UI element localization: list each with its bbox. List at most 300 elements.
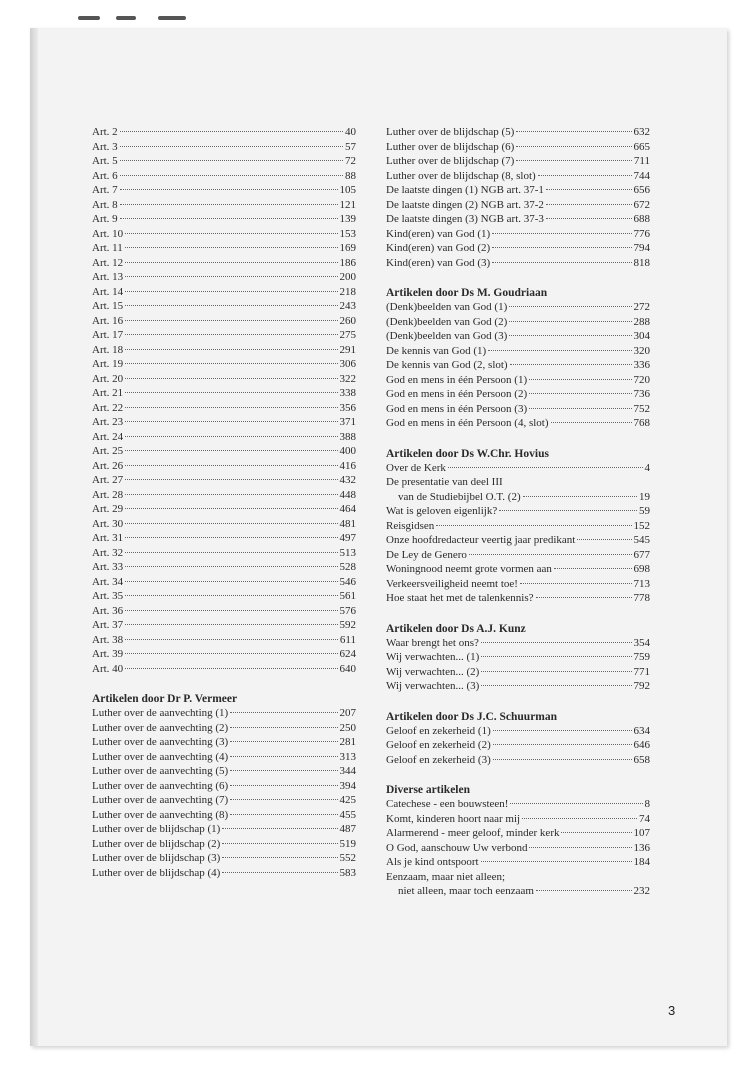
entry-title: Luther over de blijdschap (6) [386, 140, 515, 153]
dot-leader [230, 712, 337, 713]
index-entry [386, 842, 650, 857]
entry-title: (Denk)beelden van God (2) [386, 315, 508, 328]
dot-leader [230, 770, 337, 771]
entry-page-number: 720 [633, 373, 650, 386]
entry-page-number: 711 [633, 155, 650, 167]
section-heading: Artikelen door Ds J.C. Schuurman [386, 710, 558, 723]
dot-leader [125, 378, 337, 379]
entry-page-number: 40 [345, 126, 356, 138]
index-entry [386, 856, 650, 871]
index-entry [92, 271, 356, 286]
dot-leader [125, 363, 337, 364]
index-entry [92, 765, 356, 780]
index-entry [92, 474, 356, 489]
entry-title: Hoe staat het met de talenkennis? [386, 592, 534, 604]
entry-page-number: 759 [633, 651, 650, 663]
index-entry [92, 794, 356, 809]
index-entry [92, 867, 356, 882]
entry-title: Art. 24 [92, 430, 124, 443]
index-entry [386, 637, 650, 652]
entry-page-number: 243 [339, 300, 356, 312]
entry-page-number: 481 [339, 517, 356, 530]
entry-title: niet alleen, maar toch eenzaam [398, 885, 534, 897]
entry-title: Art. 5 [92, 155, 118, 167]
entry-title: God en mens in één Persoon (2) [386, 388, 528, 400]
dot-leader [120, 131, 343, 132]
entry-title: God en mens in één Persoon (4, slot) [386, 417, 549, 429]
dot-leader [125, 334, 337, 335]
entry-title: Luther over de blijdschap (4) [92, 866, 221, 879]
entry-page-number: 688 [633, 213, 650, 225]
dot-leader [492, 233, 631, 234]
dot-leader [520, 583, 632, 584]
entry-title: Luther over de aanvechting (4) [92, 750, 229, 763]
entry-page-number: 611 [339, 633, 356, 646]
entry-title: Woningnood neemt grote vormen aan [386, 563, 552, 575]
entry-title: O God, aanschouw Uw verbond [386, 841, 528, 854]
entry-page-number: 72 [345, 155, 356, 167]
entry-title: Luther over de aanvechting (3) [92, 736, 229, 748]
index-entry [92, 300, 356, 315]
top-edge-mark [78, 16, 100, 20]
entry-title: (Denk)beelden van God (3) [386, 330, 508, 342]
entry-title: Art. 33 [92, 561, 124, 573]
index-entry [92, 257, 356, 272]
entry-page-number: 272 [633, 301, 650, 313]
entry-title: Luther over de aanvechting (1) [92, 707, 229, 719]
index-entry [386, 520, 650, 535]
entry-page-number: 169 [339, 242, 356, 254]
index-entry [386, 228, 650, 243]
index-entry [386, 476, 650, 491]
entry-title: Luther over de blijdschap (1) [92, 823, 221, 835]
entry-title: De Ley de Genero [386, 548, 467, 561]
entry-title: Luther over de blijdschap (7) [386, 155, 515, 167]
dot-leader [510, 364, 632, 365]
dot-leader [120, 175, 343, 176]
dot-leader [510, 803, 642, 804]
entry-title: God en mens in één Persoon (3) [386, 402, 528, 415]
entry-title: Geloof en zekerheid (1) [386, 724, 491, 737]
entry-page-number: 677 [633, 548, 650, 561]
entry-title: Art. 25 [92, 445, 124, 457]
dot-leader [546, 204, 632, 205]
index-entry [92, 228, 356, 243]
entry-title: Art. 8 [92, 198, 118, 211]
index-entry [92, 170, 356, 185]
index-entry [92, 315, 356, 330]
entry-title: Over de Kerk [386, 461, 446, 474]
dot-leader [554, 568, 632, 569]
entry-page-number: 136 [633, 841, 650, 854]
entry-title: Wat is geloven eigenlijk? [386, 505, 498, 517]
dot-leader [546, 189, 632, 190]
dot-leader [125, 610, 337, 611]
entry-title: Art. 23 [92, 416, 124, 428]
index-entry [92, 823, 356, 838]
dot-leader [493, 730, 632, 731]
entry-title: Art. 20 [92, 372, 124, 385]
entry-title: Art. 9 [92, 213, 118, 225]
top-edge-mark [158, 16, 186, 20]
index-entry [386, 462, 650, 477]
index-entry [386, 754, 650, 769]
dot-leader [536, 597, 632, 598]
entry-page-number: 306 [339, 358, 356, 370]
index-entry [386, 491, 650, 506]
entry-page-number: 776 [633, 227, 650, 240]
index-entry [386, 126, 650, 141]
entry-page-number: 57 [345, 140, 356, 153]
entry-title: Als je kind ontspoort [386, 856, 479, 868]
entry-title: Verkeersveiligheid neemt toe! [386, 577, 518, 590]
dot-leader [522, 818, 637, 819]
entry-page-number: 322 [339, 372, 356, 385]
dot-leader [125, 581, 337, 582]
dot-leader [125, 624, 337, 625]
index-entry [92, 547, 356, 562]
index-entry [92, 722, 356, 737]
section-heading: Artikelen door Dr P. Vermeer [92, 693, 238, 705]
index-entry [386, 739, 650, 754]
entry-title: Luther over de aanvechting (2) [92, 721, 229, 734]
entry-page-number: 768 [633, 417, 650, 429]
section-spacer [386, 432, 650, 447]
dot-leader [546, 218, 632, 219]
index-entry [92, 736, 356, 751]
entry-title: Art. 3 [92, 140, 118, 153]
index-entry [92, 780, 356, 795]
index-entry [92, 373, 356, 388]
entry-page-number: 313 [339, 750, 356, 763]
entry-page-number: 713 [633, 577, 650, 590]
index-entry [92, 141, 356, 156]
index-entry [386, 563, 650, 578]
entry-title: God en mens in één Persoon (1) [386, 373, 528, 386]
entry-page-number: 354 [633, 636, 650, 649]
entry-page-number: 416 [339, 459, 356, 472]
index-entry [386, 578, 650, 593]
entry-page-number: 344 [339, 765, 356, 777]
dot-leader [125, 233, 337, 234]
index-entry [386, 666, 650, 681]
dot-leader [230, 814, 337, 815]
entry-title: Art. 2 [92, 126, 118, 138]
index-entry [386, 417, 650, 432]
dot-leader [529, 408, 631, 409]
entry-page-number: 561 [339, 590, 356, 602]
entry-title: Art. 28 [92, 488, 124, 501]
entry-title: Art. 26 [92, 459, 124, 472]
index-entry [92, 751, 356, 766]
dot-leader [125, 262, 337, 263]
section-heading: Artikelen door Ds M. Goudriaan [386, 287, 548, 299]
index-entry [92, 518, 356, 533]
entry-page-number: 646 [633, 739, 650, 751]
entry-page-number: 121 [339, 198, 356, 211]
entry-page-number: 291 [339, 343, 356, 356]
dot-leader [561, 832, 631, 833]
entry-title: Wij verwachten... (2) [386, 665, 480, 678]
entry-page-number: 698 [633, 563, 650, 575]
top-edge-mark [116, 16, 136, 20]
dot-leader [492, 262, 631, 263]
entry-page-number: 139 [339, 213, 356, 225]
index-entry [386, 316, 650, 331]
entry-title: Art. 11 [92, 242, 123, 254]
dot-leader [125, 494, 337, 495]
index-entry [386, 170, 650, 185]
entry-page-number: 792 [633, 680, 650, 692]
dot-leader [488, 350, 631, 351]
index-entry [386, 885, 650, 900]
entry-title: De presentatie van deel III [386, 476, 503, 488]
dot-leader [125, 305, 337, 306]
entry-page-number: 356 [339, 401, 356, 414]
entry-title: Art. 30 [92, 517, 124, 530]
index-entry [92, 590, 356, 605]
entry-page-number: 320 [633, 344, 650, 357]
dot-leader [230, 727, 337, 728]
entry-page-number: 19 [639, 490, 650, 503]
entry-title: De kennis van God (2, slot) [386, 359, 508, 371]
dot-leader [493, 759, 632, 760]
entry-page-number: 250 [339, 721, 356, 734]
entry-page-number: 455 [339, 808, 356, 821]
entry-page-number: 153 [339, 227, 356, 240]
entry-title: Art. 14 [92, 285, 124, 298]
entry-title: Art. 18 [92, 343, 124, 356]
entry-page-number: 818 [633, 256, 650, 269]
index-entry [386, 651, 650, 666]
index-entry [386, 301, 650, 316]
entry-title: Geloof en zekerheid (2) [386, 739, 491, 751]
section-heading: Diverse artikelen [386, 784, 470, 796]
entry-page-number: 371 [339, 416, 356, 428]
entry-page-number: 432 [339, 474, 356, 486]
dot-leader [125, 566, 337, 567]
entry-title: Onze hoofdredacteur veertig jaar predikant [386, 534, 576, 546]
dot-leader [222, 828, 337, 829]
index-entry [92, 213, 356, 228]
index-entry [92, 619, 356, 634]
entry-page-number: 338 [339, 387, 356, 399]
entry-page-number: 744 [633, 169, 650, 182]
index-entry [92, 707, 356, 722]
index-entry [92, 561, 356, 576]
index-entry [92, 852, 356, 867]
index-entry [92, 445, 356, 460]
entry-page-number: 260 [339, 314, 356, 327]
entry-title: De laatste dingen (1) NGB art. 37-1 [386, 184, 544, 196]
index-entry [92, 809, 356, 824]
entry-page-number: 497 [339, 532, 356, 544]
entry-title: Art. 16 [92, 314, 124, 327]
entry-page-number: 528 [339, 561, 356, 573]
entry-title: Art. 34 [92, 575, 124, 588]
section-heading: Artikelen door Ds W.Chr. Hovius [386, 447, 549, 460]
entry-title: Geloof en zekerheid (3) [386, 753, 491, 766]
entry-page-number: 152 [633, 519, 650, 532]
dot-leader [536, 890, 632, 891]
entry-title: van de Studiebijbel O.T. (2) [398, 490, 521, 503]
section-spacer [386, 271, 650, 286]
dot-leader [516, 131, 631, 132]
entry-page-number: 336 [633, 359, 650, 371]
section-spacer [92, 677, 356, 692]
index-column-right [386, 126, 650, 900]
entry-title: Art. 32 [92, 546, 124, 559]
index-entry [386, 592, 650, 607]
dot-leader [448, 467, 643, 468]
entry-title: Art. 17 [92, 329, 124, 341]
entry-page-number: 4 [644, 461, 650, 474]
index-entry [386, 345, 650, 360]
entry-page-number: 207 [339, 707, 356, 719]
entry-title: Wij verwachten... (1) [386, 651, 480, 663]
dot-leader [222, 857, 337, 858]
page-binding-edge [30, 28, 38, 1046]
entry-title: Kind(eren) van God (2) [386, 242, 491, 254]
entry-page-number: 634 [633, 724, 650, 737]
dot-leader [509, 335, 631, 336]
index-entry [386, 798, 650, 813]
index-entry [92, 126, 356, 141]
dot-leader [125, 523, 337, 524]
index-entry [92, 431, 356, 446]
dot-leader [509, 321, 631, 322]
dot-leader [516, 160, 632, 161]
section-spacer [386, 607, 650, 622]
dot-leader [125, 276, 337, 277]
entry-title: Art. 29 [92, 503, 124, 515]
entry-title: Eenzaam, maar niet alleen; [386, 870, 506, 883]
index-entry [386, 827, 650, 842]
dot-leader [125, 349, 337, 350]
index-entry [92, 387, 356, 402]
index-entry [386, 813, 650, 828]
index-entry [386, 199, 650, 214]
entry-title: Wij verwachten... (3) [386, 680, 480, 692]
entry-title: Kind(eren) van God (3) [386, 256, 491, 269]
index-entry [386, 141, 650, 156]
entry-page-number: 665 [633, 140, 650, 153]
entry-page-number: 576 [339, 604, 356, 617]
section-spacer [386, 768, 650, 783]
dot-leader [230, 785, 337, 786]
entry-title: De laatste dingen (2) NGB art. 37-2 [386, 198, 544, 211]
entry-page-number: 288 [633, 315, 650, 328]
entry-title: Waar brengt het ons? [386, 636, 479, 649]
entry-page-number: 464 [339, 503, 356, 515]
entry-title: Art. 6 [92, 169, 118, 182]
dot-leader [529, 847, 631, 848]
index-entry [92, 648, 356, 663]
dot-leader [499, 510, 637, 511]
index-entry [92, 489, 356, 504]
entry-title: Art. 21 [92, 387, 124, 399]
dot-leader [529, 379, 631, 380]
index-entry [386, 388, 650, 403]
entry-page-number: 658 [633, 753, 650, 766]
entry-page-number: 184 [633, 856, 650, 868]
index-entry [386, 725, 650, 740]
entry-page-number: 752 [633, 402, 650, 415]
entry-title: Luther over de aanvechting (5) [92, 765, 229, 777]
dot-leader [509, 306, 631, 307]
entry-title: Art. 27 [92, 474, 124, 486]
entry-page-number: 8 [644, 798, 650, 810]
index-entry [386, 534, 650, 549]
section-heading: Artikelen door Ds A.J. Kunz [386, 622, 526, 635]
index-entry [92, 402, 356, 417]
dot-leader [481, 671, 631, 672]
index-column-left [92, 126, 356, 881]
dot-leader [551, 422, 632, 423]
index-entry [386, 505, 650, 520]
entry-title: Luther over de blijdschap (3) [92, 852, 221, 864]
entry-page-number: 552 [339, 852, 356, 864]
dot-leader [120, 146, 343, 147]
dot-leader [125, 668, 337, 669]
entry-page-number: 656 [633, 184, 650, 196]
entry-title: Art. 22 [92, 401, 124, 414]
index-entry [92, 184, 356, 199]
dot-leader [469, 554, 632, 555]
entry-page-number: 519 [339, 837, 356, 850]
entry-page-number: 448 [339, 488, 356, 501]
entry-page-number: 59 [639, 505, 650, 517]
index-entry [92, 634, 356, 649]
index-entry [92, 503, 356, 518]
index-entry [386, 155, 650, 170]
index-entry [92, 242, 356, 257]
entry-page-number: 592 [339, 619, 356, 631]
dot-leader [529, 393, 631, 394]
index-entry [386, 330, 650, 345]
entry-title: Art. 38 [92, 633, 124, 646]
dot-leader [481, 685, 631, 686]
entry-title: Art. 15 [92, 300, 124, 312]
entry-title: Kind(eren) van God (1) [386, 227, 491, 240]
entry-title: Luther over de blijdschap (5) [386, 126, 515, 138]
entry-page-number: 105 [339, 184, 356, 196]
entry-page-number: 632 [633, 126, 650, 138]
dot-leader [120, 204, 338, 205]
entry-title: Art. 19 [92, 358, 124, 370]
dot-leader [125, 436, 337, 437]
dot-leader [125, 450, 337, 451]
entry-title: Art. 31 [92, 532, 124, 544]
entry-page-number: 736 [633, 388, 650, 400]
entry-page-number: 624 [339, 648, 356, 660]
entry-page-number: 304 [633, 330, 650, 342]
entry-page-number: 275 [339, 329, 356, 341]
dot-leader [125, 465, 337, 466]
dot-leader [516, 146, 631, 147]
dot-leader [125, 247, 338, 248]
index-entry [386, 213, 650, 228]
entry-page-number: 394 [339, 779, 356, 792]
entry-page-number: 88 [345, 169, 356, 182]
index-entry [386, 184, 650, 199]
entry-title: Art. 7 [92, 184, 118, 196]
index-entry [386, 403, 650, 418]
dot-leader [222, 872, 337, 873]
entry-title: Art. 13 [92, 271, 124, 283]
index-entry [92, 199, 356, 214]
index-entry [386, 871, 650, 886]
